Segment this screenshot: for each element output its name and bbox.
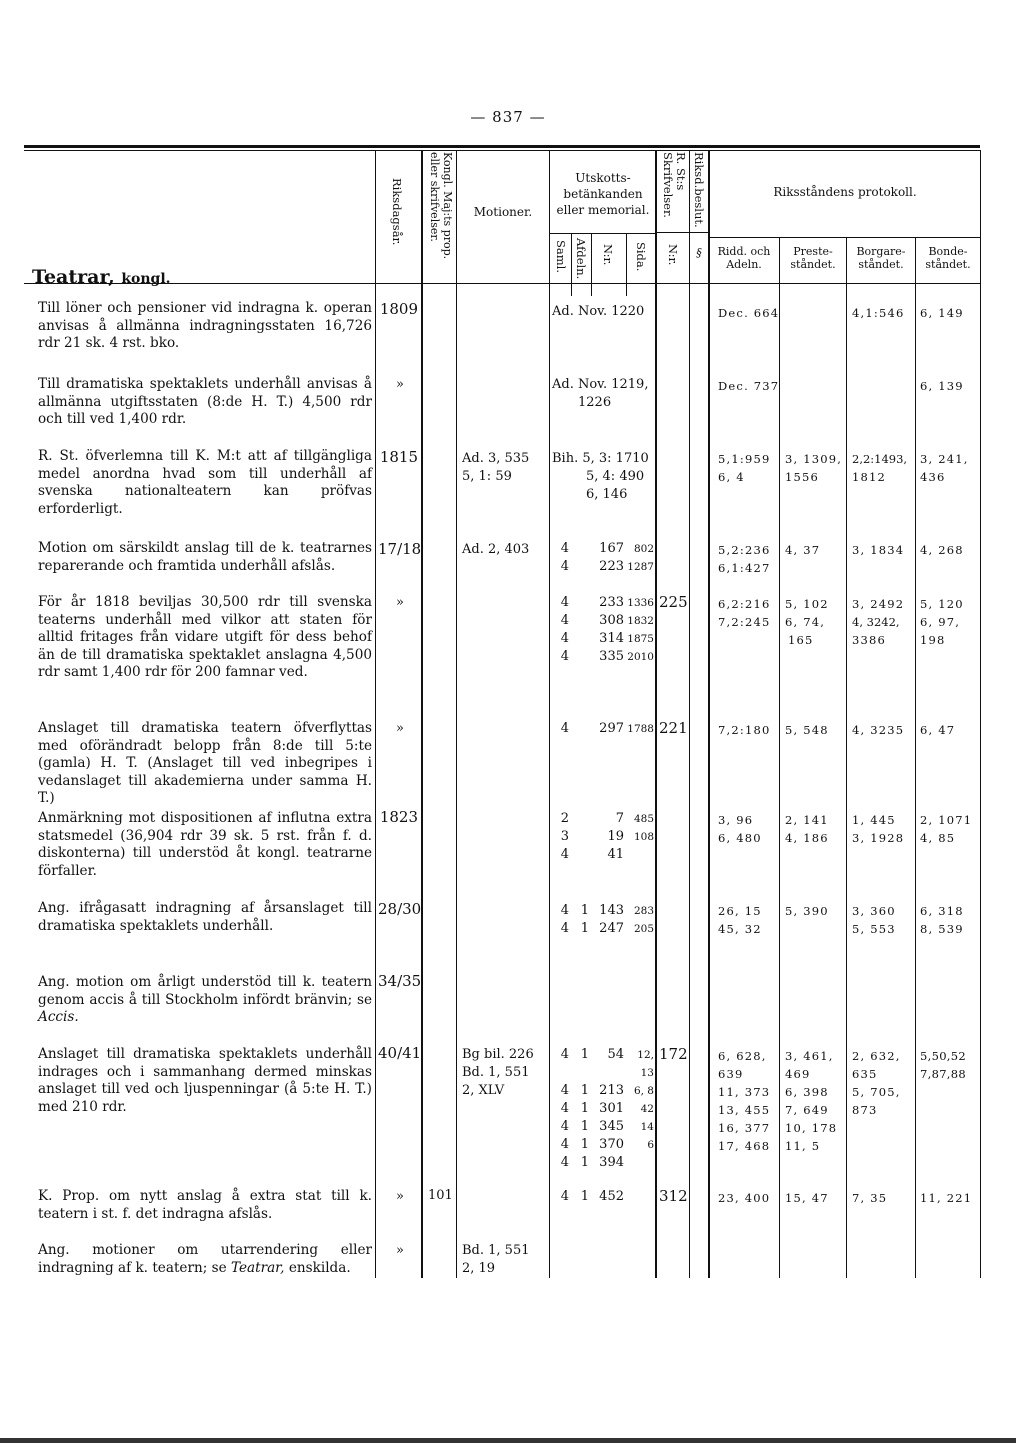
row-4-nr-1: 308 bbox=[599, 613, 624, 628]
header-preste: Preste-ståndet. bbox=[790, 245, 836, 271]
header-beslut: Riksd.beslut. bbox=[692, 152, 706, 228]
row-6-bonde: 2, 1071 bbox=[920, 813, 973, 827]
row-11-text-main: Ang. motioner om utarrendering eller indragning af k. teatern; se bbox=[38, 1242, 372, 1276]
header-skrifvelser: R. St:s Skrifvelser. bbox=[661, 152, 688, 218]
row-1-utsk2: 1226 bbox=[578, 395, 612, 410]
row-7-year: 28/30 bbox=[378, 900, 422, 918]
row-2-borg: 2,2:1493, bbox=[852, 452, 908, 466]
row-2-year: 1815 bbox=[379, 448, 418, 466]
row-4-skr: 225 bbox=[659, 593, 688, 611]
row-6-text: Anmärkning mot dispositionen af influtna extra statsmedel (36,904 rdr 39 sk. 5 rst. från f. d. diskonterna) till understöd åt kongl. teatrarne förfaller. bbox=[38, 810, 372, 879]
header-protokoll: Riksståndens protokoll. bbox=[773, 185, 917, 199]
row-4-year: » bbox=[396, 595, 404, 610]
row-9-afd-1: 1 bbox=[580, 1083, 589, 1098]
row-2-ridd2: 6, 4 bbox=[718, 470, 745, 484]
col-line-year bbox=[421, 150, 423, 1278]
col-line-borgare bbox=[915, 237, 916, 1278]
utskotts-subheader-rule bbox=[549, 233, 655, 234]
row-4-sida-1: 1832 bbox=[627, 615, 654, 627]
row-1-text: Till dramatiska spektaklets underhåll anvisas å allmänna utgiftsstaten (8:de H. T.) 4,500 rdr och till ved 1,400 rdr. bbox=[38, 376, 372, 427]
row-9-nr-1: 213 bbox=[599, 1083, 624, 1098]
row-3-year: 17/18 bbox=[378, 540, 422, 558]
section-title bbox=[32, 266, 171, 288]
row-2-text: R. St. öfverlemna till K. M:t att af tillgängliga medel anordna hvad som till underhåll af svenska nationalteatern kan pröfvas erforderligt. bbox=[38, 448, 372, 517]
row-6-prest2: 4, 186 bbox=[785, 831, 829, 845]
row-5-skr: 221 bbox=[659, 719, 688, 737]
row-2-mot2: 5, 1: 59 bbox=[462, 469, 512, 484]
row-9-prest-4: 10, 178 bbox=[785, 1121, 838, 1135]
row-8-text bbox=[38, 974, 372, 1027]
row-0-bonde: 6, 149 bbox=[920, 306, 964, 320]
row-3-prest: 4, 37 bbox=[785, 543, 821, 557]
row-2-bonde2: 436 bbox=[920, 470, 946, 484]
row-4-borg: 3, 2492 bbox=[852, 597, 905, 611]
row-9-mot3: 2, XLV bbox=[462, 1083, 505, 1098]
header-kongl-prop: Kongl. Maj:ts prop. eller skrifvelser. bbox=[428, 152, 454, 260]
row-9-nr-3: 345 bbox=[599, 1119, 624, 1134]
header-bonde: Bonde-ståndet. bbox=[925, 245, 971, 271]
header-nr: N:r. bbox=[601, 244, 615, 266]
tick-1 bbox=[571, 284, 572, 296]
row-2-utsk3: 6, 146 bbox=[586, 487, 628, 502]
row-4-sida-3: 2010 bbox=[627, 651, 654, 663]
tick-3 bbox=[626, 284, 627, 296]
row-9-ridd-2: 11, 373 bbox=[718, 1085, 771, 1099]
bottom-scan-edge bbox=[0, 1438, 1016, 1443]
top-rule-thin bbox=[24, 150, 980, 151]
row-4-ridd: 6,2:216 bbox=[718, 597, 771, 611]
row-9-nr-4: 370 bbox=[599, 1137, 624, 1152]
row-3-samt-0: 4 bbox=[560, 541, 569, 556]
row-9-mot2: Bd. 1, 551 bbox=[462, 1065, 530, 1080]
row-9-samt-2: 4 bbox=[560, 1101, 569, 1116]
row-4-prest: 5, 102 bbox=[785, 597, 829, 611]
row-10-samt-0: 4 bbox=[560, 1189, 569, 1204]
row-6-borg: 1, 445 bbox=[852, 813, 896, 827]
row-9-prest-0: 3, 461, bbox=[785, 1049, 834, 1063]
row-5-text: Anslaget till dramatiska teatern öfverflyttas med oförändradt belopp från 8:de till 5:te (gamla) H. T. (Anslaget till ved inbegripes i vedanslaget till akademierna under samma H. T.) bbox=[38, 720, 372, 806]
row-5-nr-0: 297 bbox=[599, 721, 624, 736]
row-0-text: Till löner och pensioner vid indragna k. operan anvisas å allmänna indragningsstaten 16,726 rdr 21 sk. 4 rst. bko. bbox=[38, 300, 372, 351]
row-9-ridd-0: 6, 628, bbox=[718, 1049, 767, 1063]
header-ridd: Ridd. och Adeln. bbox=[717, 245, 771, 271]
row-6-sida-0: 485 bbox=[633, 813, 654, 825]
col-line-mot bbox=[549, 150, 550, 1278]
row-3-samt-1: 4 bbox=[560, 559, 569, 574]
row-9-borg-0: 2, 632, bbox=[852, 1049, 901, 1063]
row-4-samt-3: 4 bbox=[560, 649, 569, 664]
row-6-nr-2: 41 bbox=[607, 847, 624, 862]
row-4-bonde3: 198 bbox=[920, 633, 946, 647]
row-9-samt-4: 4 bbox=[560, 1137, 569, 1152]
row-10-text: K. Prop. om nytt anslag å extra stat till k. teatern i st. f. det indragna afslås. bbox=[38, 1188, 372, 1222]
header-riksdagsar: Riksdagsår. bbox=[390, 178, 404, 246]
row-9-prest-3: 7, 649 bbox=[785, 1103, 829, 1117]
row-9-prest-1: 469 bbox=[785, 1067, 811, 1081]
header-utskotts: Utskotts-betänkanden eller memorial. bbox=[556, 171, 650, 217]
header-beslut-sign: § bbox=[696, 246, 702, 259]
row-9-bonde-1: 7,87,88 bbox=[920, 1067, 966, 1081]
row-4-nr-0: 233 bbox=[599, 595, 624, 610]
row-9-ridd-4: 16, 377 bbox=[718, 1121, 771, 1135]
row-4-samt-1: 4 bbox=[560, 613, 569, 628]
row-5-borg: 4, 3235 bbox=[852, 723, 905, 737]
col-line-skr bbox=[689, 150, 690, 1278]
row-0-year: 1809 bbox=[379, 300, 418, 318]
row-9-afd-3: 1 bbox=[580, 1119, 589, 1134]
row-5-bonde: 6, 47 bbox=[920, 723, 956, 737]
row-2-bonde: 3, 241, bbox=[920, 452, 969, 466]
row-11-mot2: 2, 19 bbox=[462, 1261, 496, 1276]
row-2-utsk2: 5, 4: 490 bbox=[586, 469, 645, 484]
row-3-borg: 3, 1834 bbox=[852, 543, 905, 557]
row-3-sida-0: 802 bbox=[633, 543, 654, 555]
row-4-samt-0: 4 bbox=[560, 595, 569, 610]
row-9-samt-5: 4 bbox=[560, 1155, 569, 1170]
row-3-ridd: 5,2:236 bbox=[718, 543, 771, 557]
row-1-ridd: Dec. 737 bbox=[718, 379, 780, 393]
row-6-nr-0: 7 bbox=[615, 811, 624, 826]
row-10-ridd: 23, 400 bbox=[718, 1191, 771, 1205]
row-9-afd-5: 1 bbox=[580, 1155, 589, 1170]
row-8-year: 34/35 bbox=[378, 972, 422, 990]
row-5-ridd: 7,2:180 bbox=[718, 723, 771, 737]
row-2-borg2: 1812 bbox=[852, 470, 887, 484]
row-9-sida-0: 12, bbox=[637, 1049, 654, 1061]
row-3-nr-1: 223 bbox=[599, 559, 624, 574]
row-0-borg: 4,1:546 bbox=[852, 306, 905, 320]
row-7-ridd: 26, 15 bbox=[718, 904, 762, 918]
row-5-sida-0: 1788 bbox=[627, 723, 654, 735]
row-7-nr-1: 247 bbox=[599, 921, 624, 936]
row-4-ridd2: 7,2:245 bbox=[718, 615, 771, 629]
row-1-bonde: 6, 139 bbox=[920, 379, 964, 393]
row-3-ridd2: 6,1:427 bbox=[718, 561, 771, 575]
row-4-text: För år 1818 beviljas 30,500 rdr till svenska teaterns underhåll med vilkor att staten för alltid fritages från vidare utgift för dess behof än de till dramatiska spektaklet anslagna 4,500 rdr samt 1,400 rdr för 200 famnar ved. bbox=[38, 594, 372, 680]
row-4-borg3: 3386 bbox=[852, 633, 887, 647]
row-9-ridd-3: 13, 455 bbox=[718, 1103, 771, 1117]
protokoll-subheader-rule bbox=[709, 237, 980, 238]
row-7-borg2: 5, 553 bbox=[852, 922, 896, 936]
header-sida: Sida. bbox=[634, 242, 648, 272]
row-9-prest-5: 11, 5 bbox=[785, 1139, 821, 1153]
row-9-afd-0: 1 bbox=[580, 1047, 589, 1062]
row-9-afd-4: 1 bbox=[580, 1137, 589, 1152]
row-2-prest2: 1556 bbox=[785, 470, 820, 484]
header-motioner: Motioner. bbox=[473, 205, 533, 219]
row-7-ridd2: 45, 32 bbox=[718, 922, 762, 936]
section-subtitle: kongl. bbox=[121, 271, 171, 287]
row-11-year: » bbox=[396, 1243, 404, 1258]
row-5-samt-0: 4 bbox=[560, 721, 569, 736]
row-5-year: » bbox=[396, 721, 404, 736]
col-line-desc bbox=[375, 150, 376, 1278]
row-2-prest: 3, 1309, bbox=[785, 452, 843, 466]
row-4-borg2: 4, 3242, bbox=[852, 615, 900, 629]
row-2-utsk: Bih. 5, 3: 1710 bbox=[552, 451, 649, 466]
row-7-samt-0: 4 bbox=[560, 903, 569, 918]
row-9-year: 40/41 bbox=[378, 1044, 422, 1062]
row-7-sida-0: 283 bbox=[633, 905, 654, 917]
tick-2 bbox=[591, 284, 592, 296]
row-9-nr-2: 301 bbox=[599, 1101, 624, 1116]
row-6-nr-1: 19 bbox=[607, 829, 624, 844]
row-10-skr: 312 bbox=[659, 1187, 688, 1205]
row-2-mot: Ad. 3, 535 bbox=[462, 451, 530, 466]
beslut-subheader-rule bbox=[689, 232, 708, 233]
row-4-bonde2: 6, 97, bbox=[920, 615, 961, 629]
row-2-ridd: 5,1:959 bbox=[718, 452, 771, 466]
row-10-nr-0: 452 bbox=[599, 1189, 624, 1204]
section-title-text: Teatrar, bbox=[32, 266, 115, 288]
row-4-nr-3: 335 bbox=[599, 649, 624, 664]
row-7-samt-1: 4 bbox=[560, 921, 569, 936]
col-line-right bbox=[980, 150, 981, 1278]
row-9-ridd-1: 639 bbox=[718, 1067, 744, 1081]
row-9-prest-2: 6, 398 bbox=[785, 1085, 829, 1099]
row-10-bonde: 11, 221 bbox=[920, 1191, 973, 1205]
row-6-year: 1823 bbox=[379, 808, 418, 826]
col-line-nr bbox=[626, 233, 627, 283]
row-10-year: » bbox=[396, 1189, 404, 1204]
row-9-samt-1: 4 bbox=[560, 1083, 569, 1098]
col-line-samt bbox=[571, 233, 572, 283]
row-11-mot: Bd. 1, 551 bbox=[462, 1243, 530, 1258]
row-3-bonde: 4, 268 bbox=[920, 543, 964, 557]
row-6-samt-2: 4 bbox=[560, 847, 569, 862]
row-7-nr-0: 143 bbox=[599, 903, 624, 918]
row-4-samt-2: 4 bbox=[560, 631, 569, 646]
row-6-prest: 2, 141 bbox=[785, 813, 829, 827]
row-7-afd-1: 1 bbox=[580, 921, 589, 936]
row-9-borg-1: 635 bbox=[852, 1067, 878, 1081]
row-9-samt-0: 4 bbox=[560, 1047, 569, 1062]
row-4-bonde: 5, 120 bbox=[920, 597, 964, 611]
row-6-samt-1: 3 bbox=[560, 829, 569, 844]
row-7-borg: 3, 360 bbox=[852, 904, 896, 918]
header-borgare: Borgare-ståndet. bbox=[856, 245, 906, 271]
col-line-afd bbox=[591, 233, 592, 283]
row-7-afd-0: 1 bbox=[580, 903, 589, 918]
row-3-sida-1: 1287 bbox=[627, 561, 654, 573]
row-1-utsk: Ad. Nov. 1219, bbox=[552, 377, 649, 392]
header-afdeln: Afdeln. bbox=[574, 238, 588, 280]
row-11-text bbox=[38, 1242, 372, 1277]
row-7-bonde2: 8, 539 bbox=[920, 922, 964, 936]
row-4-sida-2: 1875 bbox=[627, 633, 654, 645]
col-line-preste bbox=[846, 237, 847, 1278]
row-3-text: Motion om särskildt anslag till de k. teatrarnes reparerande och framtida underhåll afslås. bbox=[38, 540, 372, 574]
row-5-prest: 5, 548 bbox=[785, 723, 829, 737]
row-10-borg: 7, 35 bbox=[852, 1191, 888, 1205]
row-9-samt-3: 4 bbox=[560, 1119, 569, 1134]
skrifvelser-subheader-rule bbox=[655, 232, 689, 233]
row-9-skr: 172 bbox=[659, 1045, 688, 1063]
header-skr-nr: N:r. bbox=[666, 244, 680, 266]
row-9-bonde-0: 5,50,52 bbox=[920, 1049, 966, 1063]
row-10-afd-0: 1 bbox=[580, 1189, 589, 1204]
row-6-ridd: 3, 96 bbox=[718, 813, 754, 827]
row-7-bonde: 6, 318 bbox=[920, 904, 964, 918]
row-9-text: Anslaget till dramatiska spektaklets underhåll indrages och i sammanhang dermed minskas anslaget till ved och ljuspenningar (å 5:te H. T.) med 210 rdr. bbox=[38, 1046, 372, 1115]
row-4-prest3: 165 bbox=[788, 633, 814, 647]
row-7-prest: 5, 390 bbox=[785, 904, 829, 918]
row-3-mot: Ad. 2, 403 bbox=[462, 542, 530, 557]
row-9-nr-0: 54 bbox=[607, 1047, 624, 1062]
row-4-nr-2: 314 bbox=[599, 631, 624, 646]
row-4-prest2: 6, 74, bbox=[785, 615, 826, 629]
row-4-sida-0: 1336 bbox=[627, 597, 654, 609]
row-9-borg-3: 873 bbox=[852, 1103, 878, 1117]
col-line-sida bbox=[655, 150, 657, 1278]
row-6-bonde2: 4, 85 bbox=[920, 831, 956, 845]
row-9-mot: Bg bil. 226 bbox=[462, 1047, 534, 1062]
row-11-text-end: enskilda. bbox=[288, 1259, 351, 1276]
row-7-sida-1: 205 bbox=[633, 923, 654, 935]
row-6-borg2: 3, 1928 bbox=[852, 831, 905, 845]
row-6-samt-0: 2 bbox=[560, 811, 569, 826]
top-rule-thick bbox=[24, 145, 980, 148]
page-number: — 837 — bbox=[470, 108, 546, 126]
row-9-sida-2: 6, 8 bbox=[633, 1085, 654, 1097]
row-9-afd-2: 1 bbox=[580, 1101, 589, 1116]
header-samt: Saml. bbox=[554, 240, 568, 273]
row-11-text-link: Teatrar, bbox=[230, 1259, 285, 1276]
row-9-nr-5: 394 bbox=[599, 1155, 624, 1170]
row-6-ridd2: 6, 480 bbox=[718, 831, 762, 845]
row-3-nr-0: 167 bbox=[599, 541, 624, 556]
row-9-sida-1: 13 bbox=[640, 1067, 654, 1079]
row-9-ridd-5: 17, 468 bbox=[718, 1139, 771, 1153]
row-9-sida-3: 42 bbox=[640, 1103, 654, 1115]
row-9-sida-5: 6 bbox=[647, 1139, 654, 1151]
row-9-borg-2: 5, 705, bbox=[852, 1085, 901, 1099]
row-0-utsk: Ad. Nov. 1220 bbox=[552, 304, 645, 319]
col-line-beslut bbox=[708, 150, 710, 1278]
row-7-text: Ang. ifrågasatt indragning af årsanslaget till dramatiska spektaklets underhåll. bbox=[38, 900, 372, 934]
col-line-prop bbox=[456, 150, 457, 1278]
row-6-sida-1: 108 bbox=[633, 831, 654, 843]
row-10-prest: 15, 47 bbox=[785, 1191, 829, 1205]
row-10-prop: 101 bbox=[428, 1188, 453, 1203]
row-8-text-link: Accis. bbox=[38, 1009, 79, 1025]
row-8-text-main: Ang. motion om årligt understöd till k. teatern genom accis å till Stockholm infördt bränvin; se bbox=[38, 974, 372, 1008]
row-0-ridd: Dec. 664 bbox=[718, 306, 780, 320]
row-1-year: » bbox=[396, 377, 404, 392]
row-9-sida-4: 14 bbox=[640, 1121, 654, 1133]
